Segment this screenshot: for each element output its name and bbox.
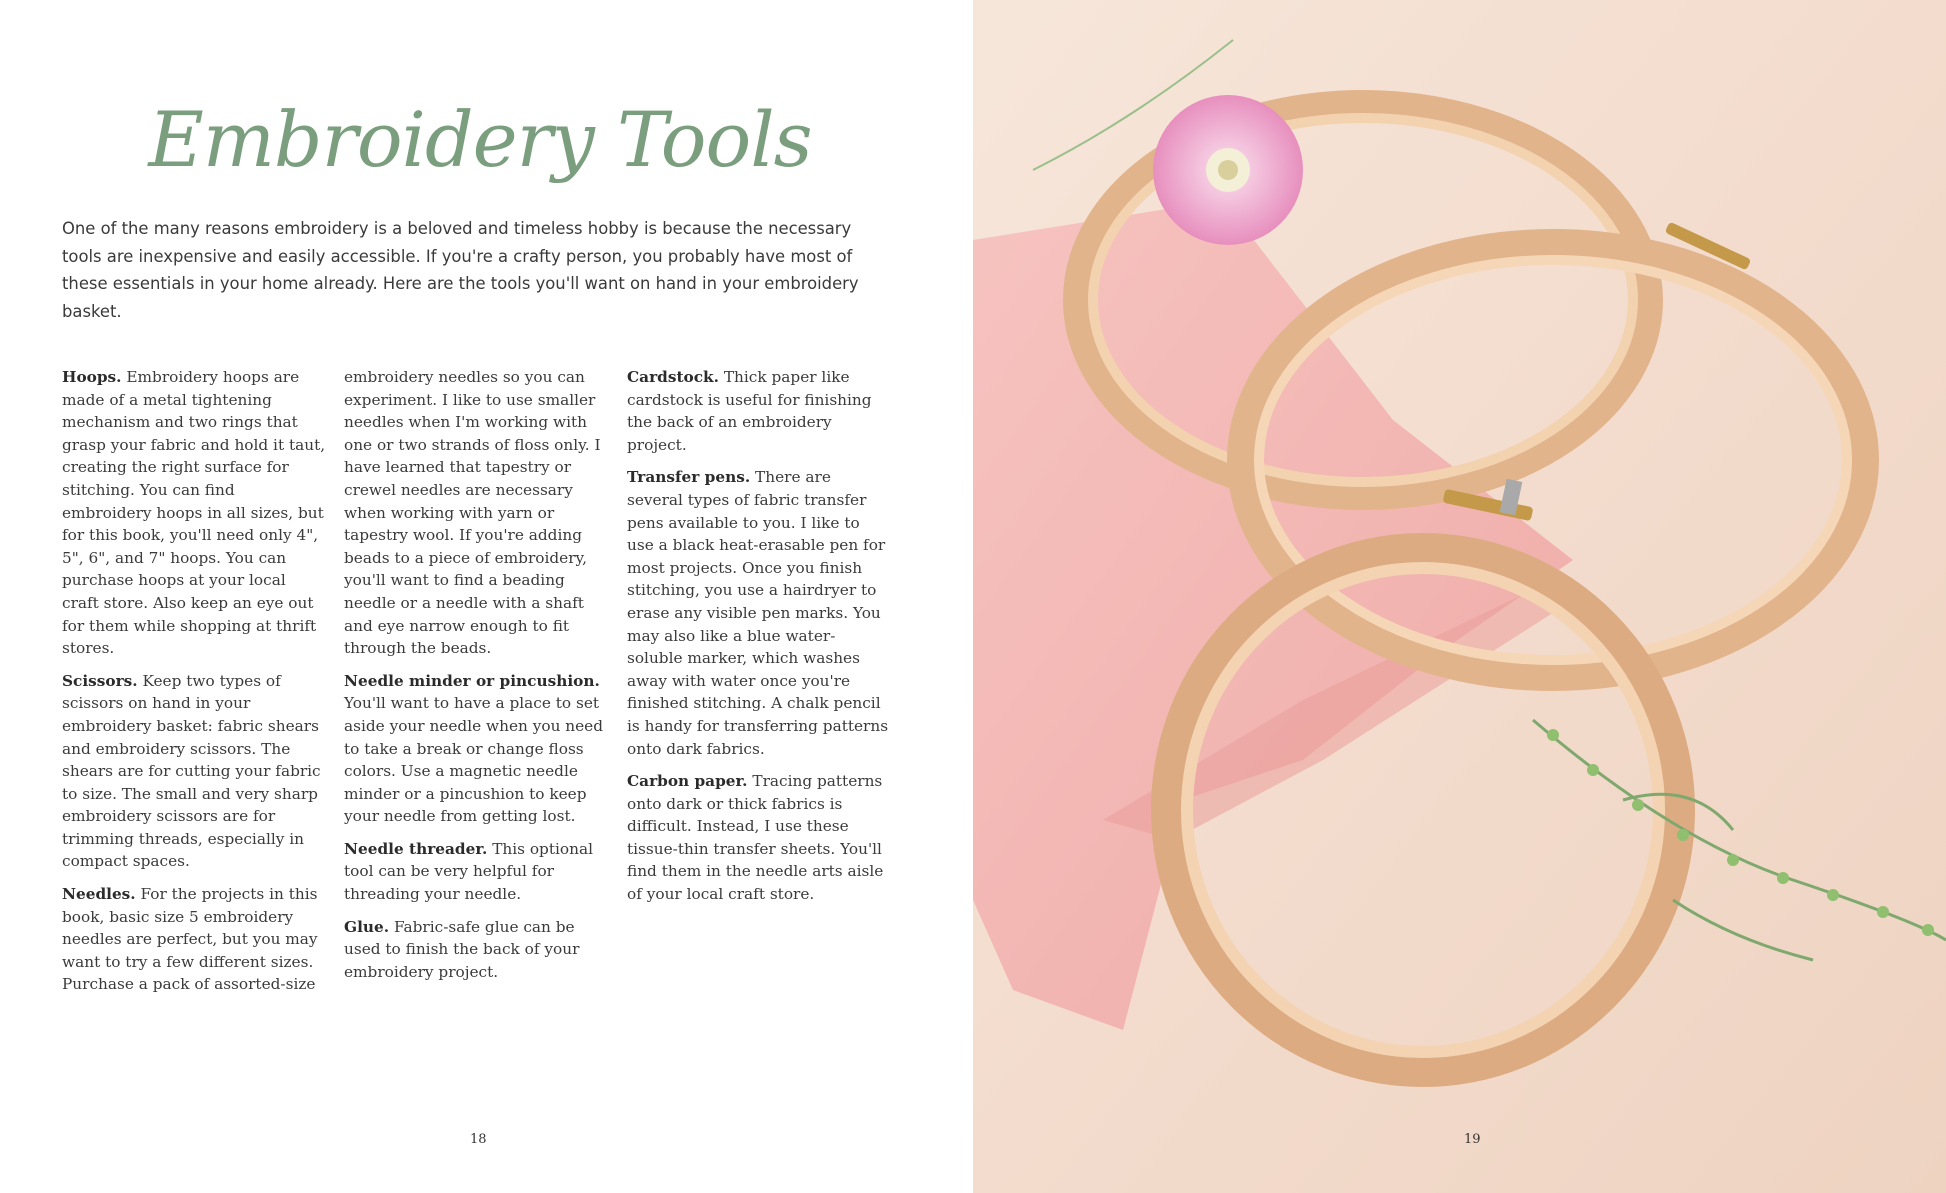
- entry-needles-continued: [344, 366, 608, 660]
- entry-glue: [344, 916, 608, 984]
- entry-text: Keep two types of scissors on hand in your embroidery basket: fabric shears and embroidery scissors. The shears are for cutting your fabric to size. The small and very sharp embroidery scissors are for trimming threads, especially in compact spaces.: [62, 671, 321, 871]
- entry-term: Needle minder or pincushion.: [344, 671, 600, 690]
- entry-text: There are several types of fabric transfer pens available to you. I like to use a black heat-erasable pen for most projects. Once you finish stitching, you use a hairdryer to erase any visible pen marks. You may also like a blue water-soluble marker, which washes away with water once you're finished stitching. A chalk pencil is handy for transferring patterns onto dark fabrics.: [627, 468, 889, 758]
- entry-hoops: [62, 366, 326, 660]
- entry-term: Needle threader.: [344, 839, 488, 858]
- page-number-right: 19: [1464, 1132, 1481, 1147]
- entry-term: Hoops.: [62, 368, 122, 386]
- pink-flower: [1153, 95, 1303, 245]
- intro-paragraph: One of the many reasons embroidery is a beloved and timeless hobby is because the necessary tools are inexpensive and easily accessible. If you're a crafty person, you probably have most of these essentials in your home already. Here are the tools you'll want on hand in your embroidery basket.: [62, 219, 859, 321]
- entry-needle-threader: [344, 838, 608, 906]
- entry-text: Fabric-safe glue can be used to finish the back of your embroidery project.: [344, 917, 580, 981]
- text-column-3: [627, 366, 889, 916]
- embroidery-hoops-photo: [973, 0, 1946, 1193]
- page-title: Embroidery Tools: [148, 95, 812, 184]
- entry-term: Carbon paper.: [627, 772, 748, 791]
- entry-text: embroidery needles so you can experiment. I like to use smaller needles when I'm working with one or two strands of floss only. I have learned that tapestry or crewel needles are necessary when working with yarn or tapestry wool. If you're adding beads to a piece of embroidery, you'll want to find a beading needle or a needle with a shaft and eye narrow enough to fit through the beads.: [344, 368, 601, 658]
- entry-cardstock: [627, 366, 889, 456]
- entry-term: Transfer pens.: [627, 468, 751, 487]
- entry-needle-minder: [344, 670, 608, 828]
- entry-text: Thick paper like cardstock is useful for finishing the back of an embroidery project.: [627, 368, 872, 454]
- text-column-2: [344, 366, 608, 993]
- entry-text: You'll want to have a place to set aside your needle when you need to take a break or change floss colors. Use a magnetic needle minder or a pincushion to keep your needle from getting lost.: [344, 694, 604, 826]
- entry-text: This optional tool can be very helpful for threading your needle.: [344, 839, 593, 904]
- entry-text: Embroidery hoops are made of a metal tightening mechanism and two rings that grasp your fabric and hold it taut, creating the right surface for stitching. You can find embroidery hoops in all sizes, but for this book, you'll need only 4", 5", 6", and 7" hoops. You can purchase hoops at your local craft store. Also keep an eye out for them while shopping at thrift stores.: [62, 368, 326, 658]
- entry-text: Tracing patterns onto dark or thick fabrics is difficult. Instead, I use these tissue-thin transfer sheets. You'll find them in the needle arts aisle of your local craft store.: [627, 772, 884, 904]
- entry-scissors: [62, 670, 326, 873]
- entry-text: For the projects in this book, basic size 5 embroidery needles are perfect, but you may want to try a few different sizes. Purchase a pack of assorted-size: [62, 885, 318, 994]
- right-page-photo: [973, 0, 1946, 1193]
- entry-needles: [62, 883, 326, 996]
- entry-term: Cardstock.: [627, 368, 719, 386]
- entry-term: Needles.: [62, 885, 136, 904]
- entry-transfer-pens: [627, 466, 889, 760]
- entry-term: Glue.: [344, 917, 390, 936]
- entry-carbon-paper: [627, 770, 889, 906]
- page-number-left: 18: [470, 1132, 487, 1147]
- text-column-1: [62, 366, 326, 1006]
- entry-term: Scissors.: [62, 671, 138, 690]
